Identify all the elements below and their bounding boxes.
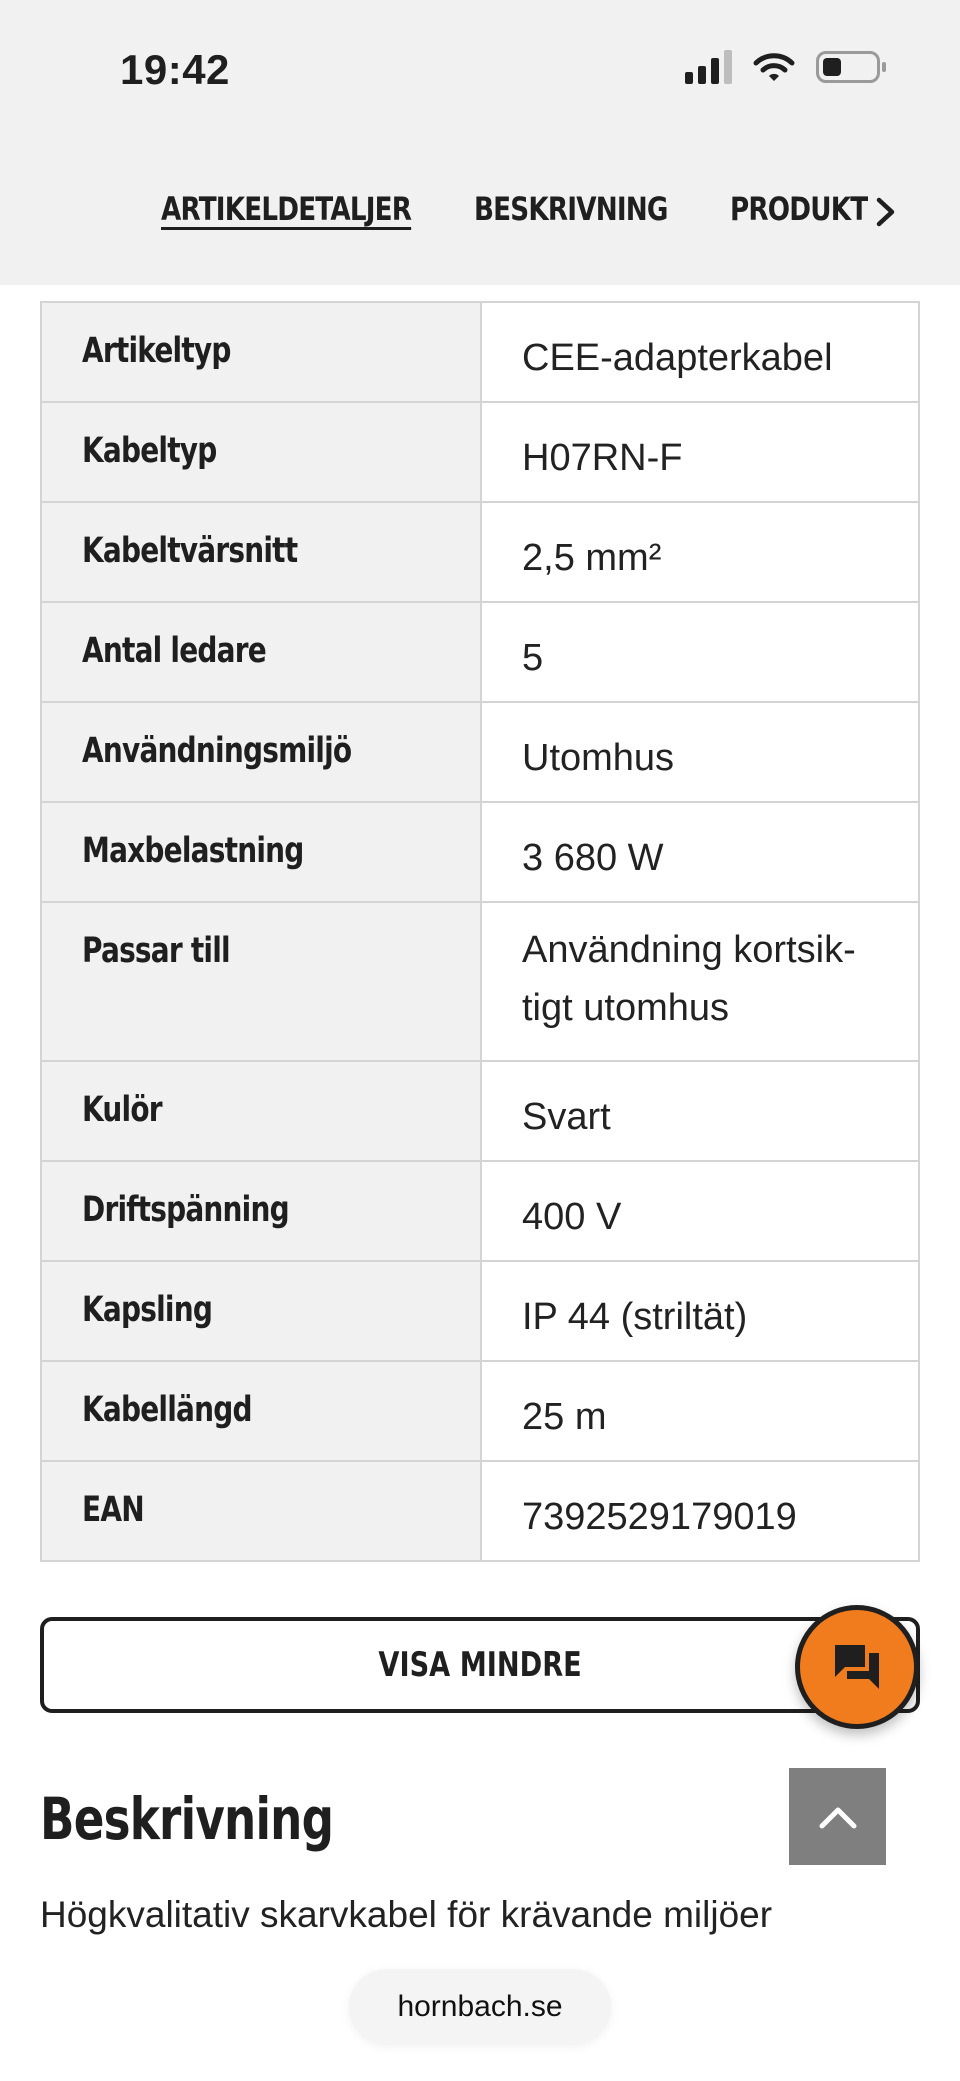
- description-heading: Beskrivning: [40, 1785, 334, 1853]
- spec-value: 25 m: [481, 1361, 919, 1461]
- spec-key: Kabeltyp: [82, 431, 217, 471]
- spec-key: Användningsmiljö: [82, 731, 352, 771]
- chevron-up-icon: [818, 1804, 858, 1830]
- chat-icon: [829, 1639, 885, 1695]
- table-row: [41, 1461, 919, 1561]
- battery-icon: [816, 51, 880, 83]
- browser-url-bar[interactable]: [349, 1969, 611, 2045]
- top-bar: [0, 0, 960, 285]
- spec-key: Artikeltyp: [82, 331, 231, 371]
- chevron-right-icon[interactable]: [868, 192, 904, 232]
- spec-value: Svart: [481, 1061, 919, 1161]
- table-row: [41, 402, 919, 502]
- spec-value: H07RN-F: [481, 402, 919, 502]
- spec-key: Kulör: [82, 1090, 162, 1130]
- wifi-icon: [754, 51, 794, 83]
- table-row: [41, 1261, 919, 1361]
- spec-key: Kabeltvärsnitt: [82, 531, 298, 571]
- spec-value-line: tigt utomhus: [522, 987, 729, 1029]
- table-row: [41, 802, 919, 902]
- spec-key: Maxbelastning: [82, 831, 304, 871]
- status-time: 19:42: [120, 46, 230, 93]
- spec-key: Driftspänning: [82, 1190, 289, 1230]
- tab-beskrivning[interactable]: BESKRIVNING: [474, 190, 668, 228]
- tab-artikeldetaljer[interactable]: ARTIKELDETALJER: [161, 190, 412, 228]
- spec-key: EAN: [82, 1490, 144, 1530]
- scroll-to-top-button[interactable]: [789, 1768, 886, 1865]
- table-row: [41, 502, 919, 602]
- status-icons: [685, 50, 880, 84]
- table-row: [41, 602, 919, 702]
- spec-value: [481, 902, 919, 1061]
- spec-value: 3 680 W: [481, 802, 919, 902]
- spec-value: Utomhus: [481, 702, 919, 802]
- table-row: [41, 1161, 919, 1261]
- tab-bar: [0, 190, 960, 246]
- spec-key: Kapsling: [82, 1290, 213, 1330]
- spec-value: 2,5 mm²: [481, 502, 919, 602]
- show-less-label: VISA MINDRE: [378, 1645, 582, 1685]
- browser-url: hornbach.se: [397, 1990, 563, 2023]
- specs-table: [40, 301, 920, 1562]
- description-text: Högkvalitativ skarvkabel för krävande miljöer: [40, 1894, 773, 1935]
- table-row: [41, 302, 919, 402]
- show-less-button[interactable]: [40, 1617, 920, 1713]
- spec-value: 5: [481, 602, 919, 702]
- spec-value-line: Användning kortsik-: [522, 929, 856, 971]
- spec-key: Antal ledare: [82, 631, 266, 671]
- table-row: [41, 702, 919, 802]
- tab-produkt-clip: [730, 190, 868, 246]
- cellular-signal-icon: [685, 50, 732, 84]
- spec-key: Passar till: [82, 931, 230, 971]
- spec-value: CEE-adapterkabel: [481, 302, 919, 402]
- chat-button[interactable]: [795, 1605, 919, 1729]
- table-row: [41, 902, 919, 1061]
- spec-value: 400 V: [481, 1161, 919, 1261]
- tab-produkt[interactable]: PRODUKT: [730, 190, 868, 228]
- spec-value: IP 44 (striltät): [481, 1261, 919, 1361]
- table-row: [41, 1061, 919, 1161]
- spec-value: 7392529179019: [481, 1461, 919, 1561]
- spec-key: Kabellängd: [82, 1390, 252, 1430]
- table-row: [41, 1361, 919, 1461]
